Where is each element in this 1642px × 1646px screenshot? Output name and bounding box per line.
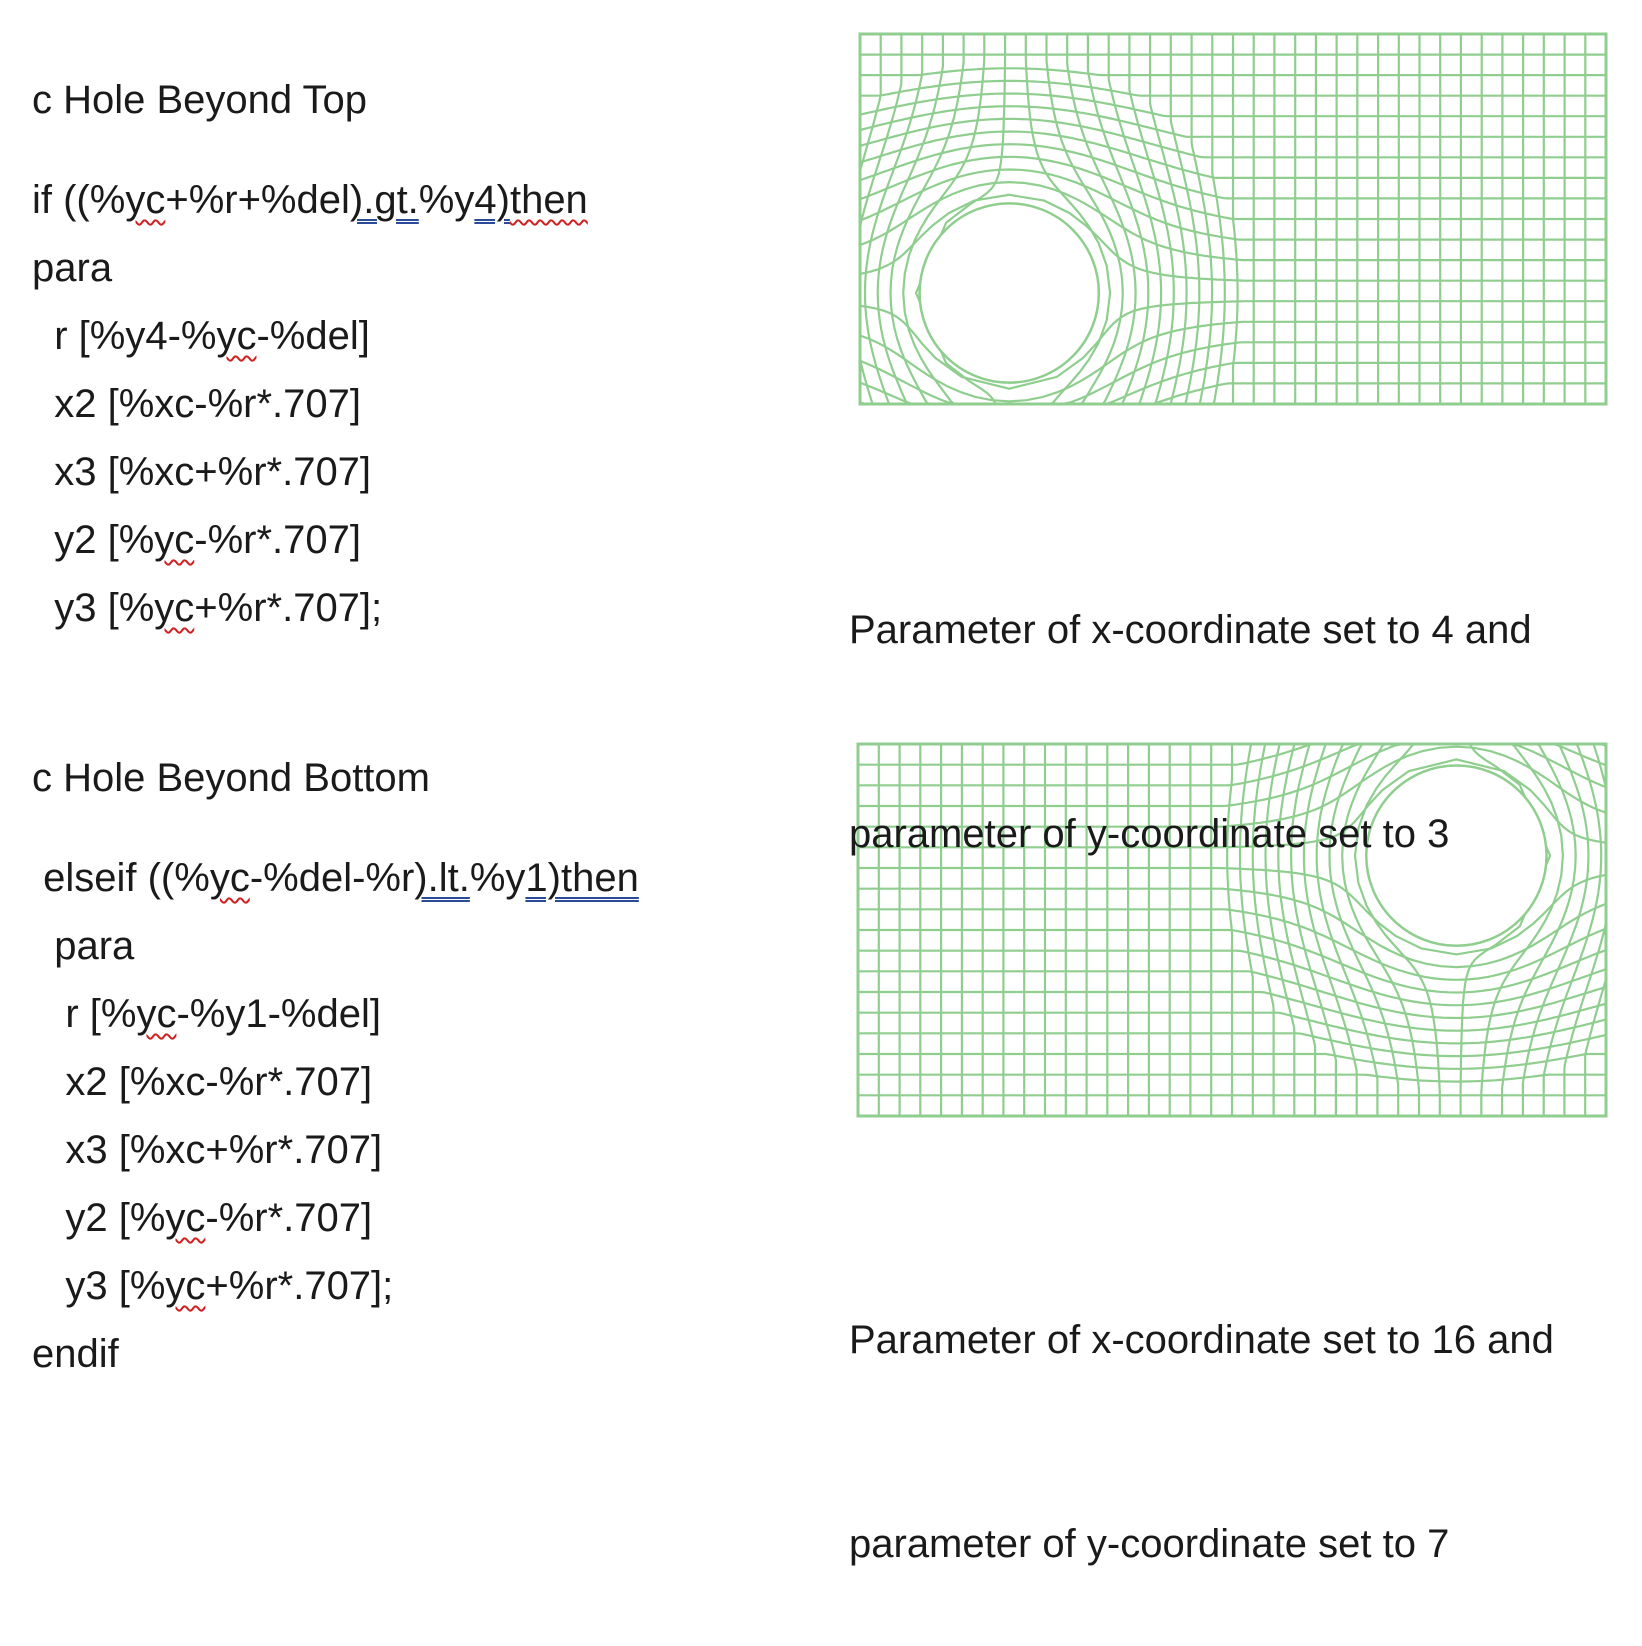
y3-part-1: y3 [% (32, 586, 155, 630)
r-part-3: -%del] (256, 314, 370, 358)
x3-assignment-bottom: x3 [%xc+%r*.707] (32, 1128, 383, 1172)
rb-part-3: -%y1-%del] (176, 992, 381, 1036)
caption-bottom-line-1: Parameter of x-coordinate set to 16 and (849, 1318, 1554, 1362)
mesh-vertical-line (1171, 34, 1200, 404)
if-part-4: 4) (474, 178, 510, 222)
r-assignment-top (32, 312, 370, 360)
y3b-part-3: +%r*.707]; (205, 1264, 394, 1308)
y3-assignment-top (32, 584, 382, 632)
elseif-part-y: %y (469, 856, 526, 900)
caption-top (849, 460, 1532, 936)
comment-hole-beyond-bottom: c Hole Beyond Bottom (32, 756, 430, 800)
y2-part-1: y2 [% (32, 518, 155, 562)
mesh-vertical-line (1088, 34, 1148, 404)
if-part-1: if ((% (32, 178, 126, 222)
x2-assignment-bottom: x2 [%xc-%r*.707] (32, 1060, 373, 1104)
elseif-statement-line (32, 854, 639, 902)
mesh-figure-hole-top (856, 30, 1610, 408)
code-listing (0, 0, 800, 1398)
if-part-y: %y (418, 178, 475, 222)
caption-bottom (849, 1170, 1554, 1646)
y2-part-yc: yc (154, 518, 195, 562)
elseif-part-1: elseif ((% (32, 856, 210, 900)
y2-part-3: -%r*.707] (194, 518, 362, 562)
y2-assignment-top (32, 516, 361, 564)
if-part-gt: ).gt. (349, 178, 419, 222)
elseif-part-then: 1)then (525, 856, 639, 900)
y2b-part-yc: yc (165, 1196, 206, 1240)
if-part-then: then (509, 178, 588, 222)
x3-assignment-top: x3 [%xc+%r*.707] (32, 450, 372, 494)
elseif-part-lt: ).lt. (414, 856, 470, 900)
comment-hole-beyond-top: c Hole Beyond Top (32, 78, 368, 122)
x2-assignment-top: x2 [%xc-%r*.707] (32, 382, 362, 426)
y2b-part-3: -%r*.707] (205, 1196, 373, 1240)
r-assignment-bottom (32, 990, 381, 1038)
y2-assignment-bottom (32, 1194, 372, 1242)
mesh-hole (920, 203, 1099, 382)
rb-part-1: r [% (32, 992, 137, 1036)
para-keyword-bottom: para (32, 924, 135, 968)
caption-bottom-line-2: parameter of y-coordinate set to 7 (849, 1522, 1450, 1566)
r-part-1: r [%y4-% (32, 314, 217, 358)
y3b-part-yc: yc (165, 1264, 206, 1308)
rb-part-yc: yc (136, 992, 177, 1036)
if-part-yc: yc (125, 178, 166, 222)
y3b-part-1: y3 [% (32, 1264, 166, 1308)
y3-part-3: +%r*.707]; (194, 586, 383, 630)
endif-keyword: endif (32, 1332, 119, 1376)
if-part-3: +%r+%del (165, 178, 350, 222)
y2b-part-1: y2 [% (32, 1196, 166, 1240)
elseif-part-3: -%del-%r (249, 856, 415, 900)
para-keyword-top: para (32, 246, 113, 290)
y3-part-yc: yc (154, 586, 195, 630)
r-part-yc: yc (216, 314, 257, 358)
if-statement-line (32, 176, 588, 224)
elseif-part-yc: yc (209, 856, 250, 900)
mesh-vertical-line (1212, 34, 1225, 404)
caption-top-line-2: parameter of y-coordinate set to 3 (849, 812, 1450, 856)
caption-top-line-1: Parameter of x-coordinate set to 4 and (849, 608, 1532, 652)
y3-assignment-bottom (32, 1262, 393, 1310)
